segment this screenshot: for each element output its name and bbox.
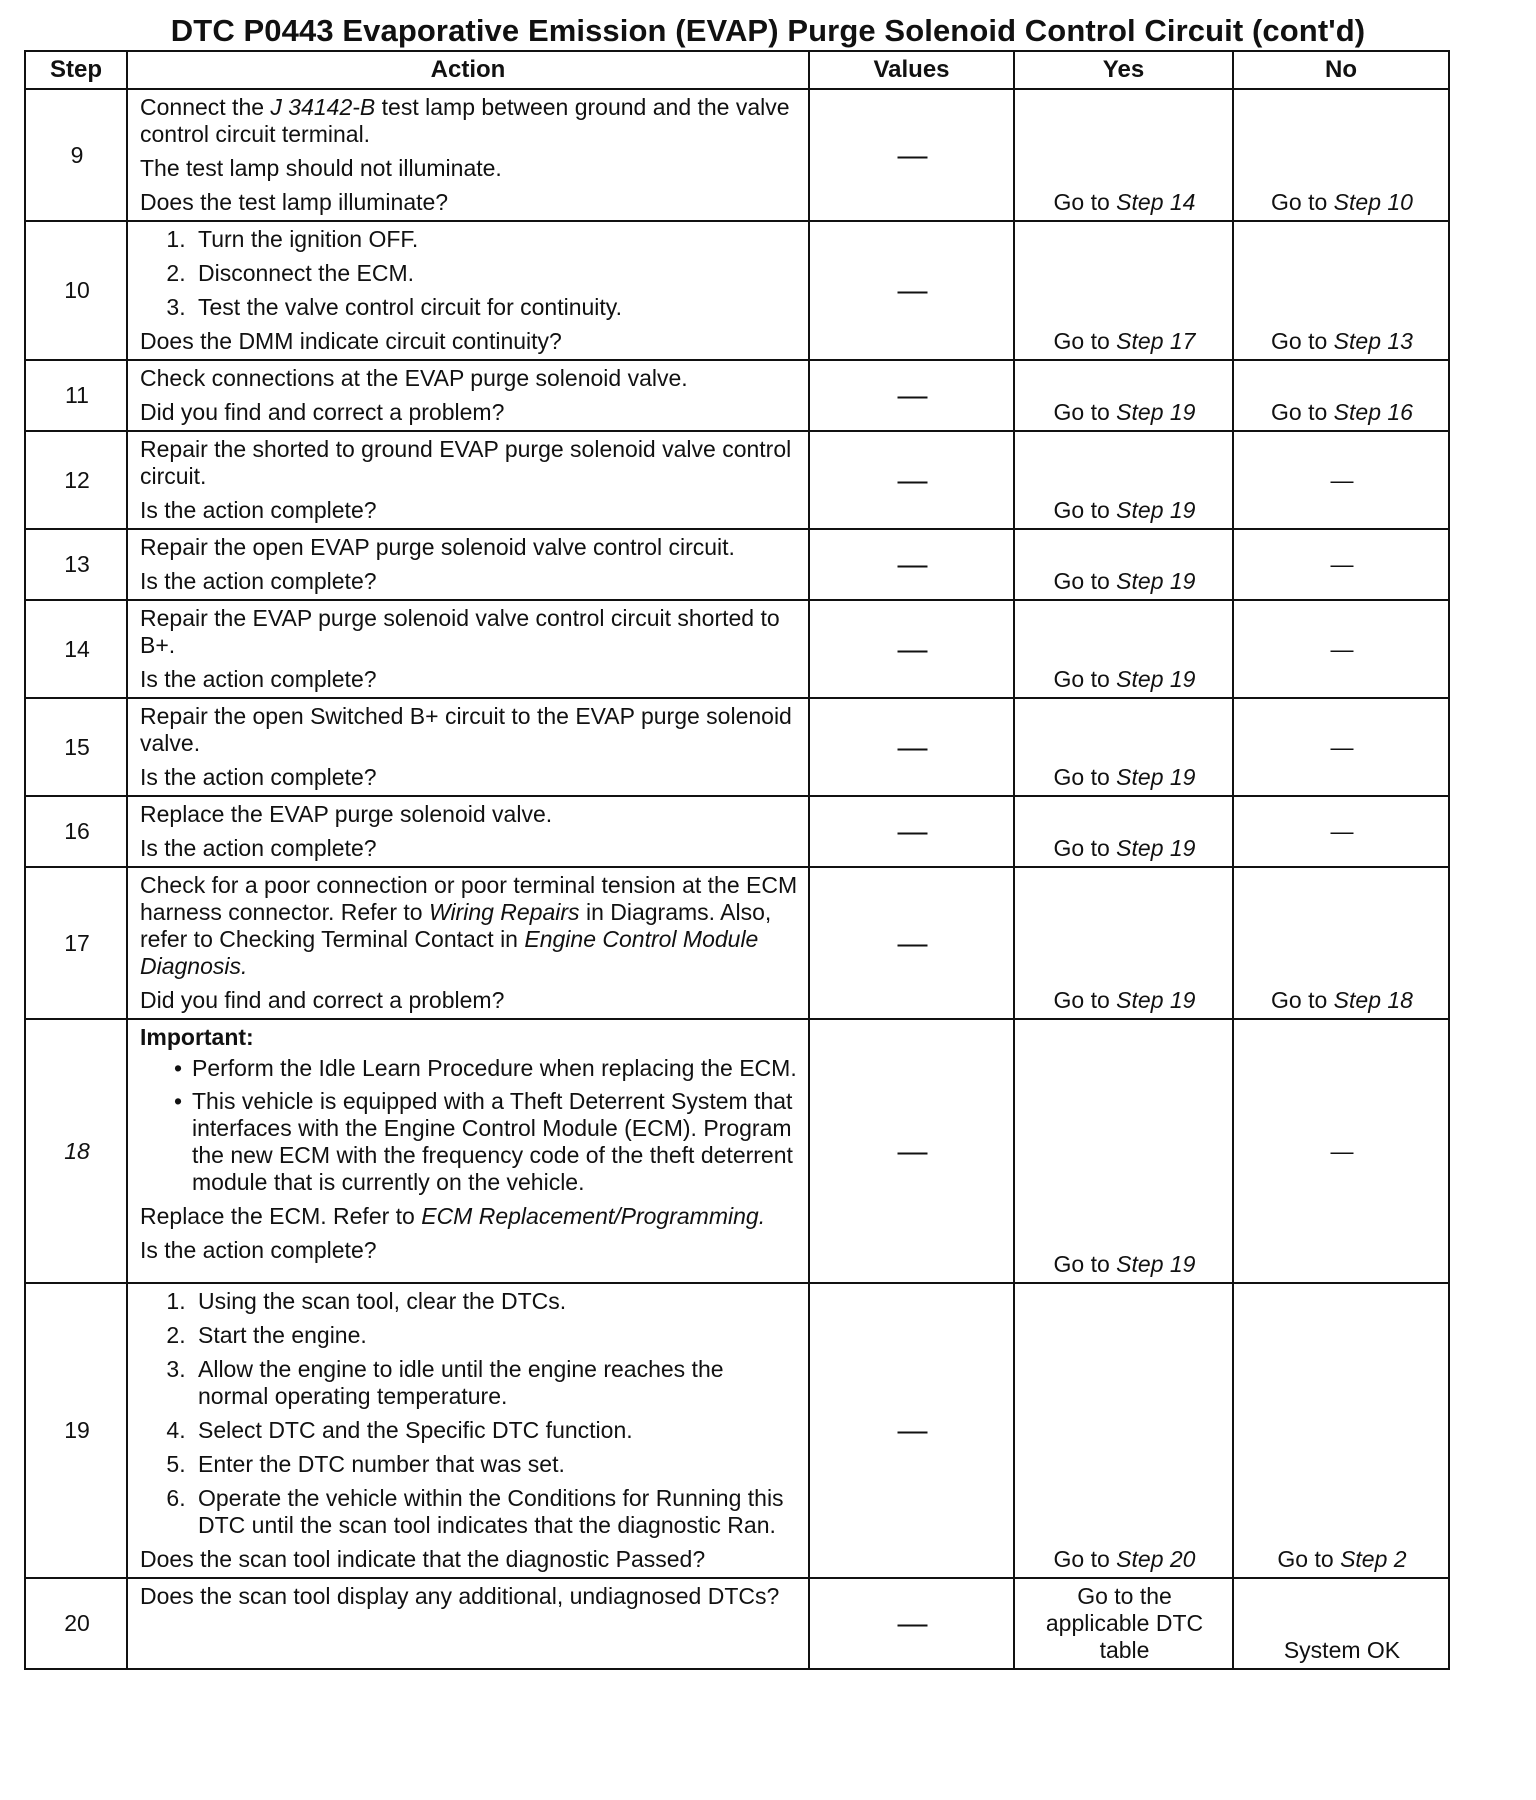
header-no: No [1233, 51, 1449, 89]
text-run: System OK [1283, 1637, 1401, 1663]
reference-text: Step 19 [1116, 764, 1196, 790]
header-step: Step [25, 51, 127, 89]
text-run: Is the action complete? [140, 568, 377, 594]
step-number: 20 [25, 1578, 127, 1669]
reference-text: Step 19 [1116, 568, 1196, 594]
text-run: Go to [1271, 328, 1334, 354]
action-text [140, 436, 798, 490]
action-text [140, 801, 798, 828]
text-run: Does the test lamp illuminate? [140, 189, 449, 215]
text-run: Go to [1053, 568, 1117, 594]
no-cell [1233, 431, 1449, 529]
text-run: Go to [1053, 1546, 1117, 1572]
action-text [140, 568, 798, 595]
text-run: Replace the ECM. Refer to [140, 1203, 422, 1229]
numbered-list [140, 226, 798, 321]
list-item: • Perform the Idle Learn Procedure when replacing the ECM. [174, 1055, 798, 1082]
action-text [140, 764, 798, 791]
values-cell: — [809, 698, 1014, 796]
reference-text: Step 19 [1116, 497, 1196, 523]
action-text [140, 534, 798, 561]
yes-cell [1014, 221, 1233, 360]
step-number: 10 [25, 221, 127, 360]
yes-cell [1014, 867, 1233, 1019]
reference-text: Step 14 [1116, 189, 1196, 215]
step-number: 11 [25, 360, 127, 431]
step-number: 15 [25, 698, 127, 796]
text-run: — [1330, 635, 1354, 662]
yes-cell [1014, 796, 1233, 867]
text-run: Repair the open Switched B+ circuit to the EVAP purge solenoid valve. [140, 703, 792, 756]
reference-text: Step 17 [1116, 328, 1196, 354]
text-run: Go to [1053, 987, 1117, 1013]
values-cell: — [809, 89, 1014, 221]
values-cell: — [809, 360, 1014, 431]
text-run: Is the action complete? [140, 764, 377, 790]
action-cell [127, 1019, 809, 1283]
action-text [140, 987, 798, 1014]
action-cell [127, 221, 809, 360]
action-text [140, 189, 798, 216]
step-number: 17 [25, 867, 127, 1019]
action-text [140, 835, 798, 862]
table-row [25, 221, 1449, 360]
action-text [140, 365, 798, 392]
text-run: Does the DMM indicate circuit continuity? [140, 328, 562, 354]
step-number: 16 [25, 796, 127, 867]
yes-cell [1014, 600, 1233, 698]
action-cell [127, 529, 809, 600]
action-text [140, 497, 798, 524]
table-header-row [25, 51, 1449, 89]
numbered-list [140, 1288, 798, 1539]
text-run: Is the action complete? [140, 666, 377, 692]
step-number: 9 [25, 89, 127, 221]
text-run: test lamp between ground and the valve control circuit terminal. [140, 94, 790, 147]
reference-text: Step 16 [1333, 399, 1413, 425]
text-run: Did you find and correct a problem? [140, 987, 505, 1013]
no-cell [1233, 698, 1449, 796]
no-cell [1233, 360, 1449, 431]
text-run: Check connections at the EVAP purge solenoid valve. [140, 365, 688, 391]
text-run: — [1330, 733, 1354, 760]
values-cell: — [809, 1283, 1014, 1578]
list-item: 1. Using the scan tool, clear the DTCs. [192, 1288, 798, 1315]
table-row [25, 600, 1449, 698]
step-number: 12 [25, 431, 127, 529]
no-cell [1233, 529, 1449, 600]
action-text [140, 328, 798, 355]
action-cell [127, 431, 809, 529]
text-run: The test lamp should not illuminate. [140, 155, 502, 181]
action-text [140, 605, 798, 659]
text-run: — [1330, 551, 1354, 577]
text-run: Repair the EVAP purge solenoid valve control circuit shorted to B+. [140, 605, 780, 658]
yes-cell [1014, 360, 1233, 431]
text-run: Go to [1271, 189, 1334, 215]
values-cell: — [809, 796, 1014, 867]
reference-text: Step 19 [1116, 987, 1196, 1013]
yes-cell [1014, 89, 1233, 221]
list-item: 2. Start the engine. [192, 1322, 798, 1349]
list-item: 4. Select DTC and the Specific DTC function. [192, 1417, 798, 1444]
action-cell [127, 1283, 809, 1578]
list-item: 3. Allow the engine to idle until the engine reaches the normal operating temperature. [192, 1356, 798, 1410]
reference-text: ECM Replacement/Programming. [421, 1203, 766, 1229]
yes-cell [1014, 1283, 1233, 1578]
values-cell: — [809, 600, 1014, 698]
reference-text: Step 19 [1116, 666, 1196, 692]
step-number: 18 [25, 1019, 127, 1283]
reference-text: Engine Control Module Diagnosis. [140, 926, 759, 979]
text-run: Repair the shorted to ground EVAP purge solenoid valve control circuit. [140, 436, 792, 489]
reference-text: Step 19 [1116, 399, 1196, 425]
action-text [140, 155, 798, 182]
reference-text: Step 10 [1333, 189, 1413, 215]
table-row [25, 1283, 1449, 1578]
no-cell [1233, 1019, 1449, 1283]
text-run: — [1330, 818, 1354, 844]
yes-cell [1014, 431, 1233, 529]
step-number: 14 [25, 600, 127, 698]
yes-cell [1014, 1019, 1233, 1283]
table-row [25, 529, 1449, 600]
text-run: Is the action complete? [140, 835, 377, 861]
list-item: 3. Test the valve control circuit for continuity. [192, 294, 798, 321]
text-run: Go to [1053, 328, 1117, 354]
action-text [140, 872, 798, 980]
no-cell [1233, 89, 1449, 221]
text-run: Go to [1053, 666, 1117, 692]
text-run: Repair the open EVAP purge solenoid valve control circuit. [140, 534, 735, 560]
action-cell [127, 867, 809, 1019]
action-cell [127, 1578, 809, 1669]
action-cell [127, 600, 809, 698]
text-run: Go to [1053, 764, 1117, 790]
table-row [25, 1578, 1449, 1669]
diagnostic-table [24, 50, 1450, 1670]
text-run: Go to [1053, 399, 1117, 425]
text-run: Is the action complete? [140, 497, 377, 523]
text-run: Go to the applicable DTC table [1045, 1583, 1204, 1663]
table-row [25, 431, 1449, 529]
list-item: 1. Turn the ignition OFF. [192, 226, 798, 253]
action-text [140, 94, 798, 148]
action-cell [127, 89, 809, 221]
yes-cell [1014, 1578, 1233, 1669]
text-run: Does the scan tool indicate that the diagnostic Passed? [140, 1546, 706, 1572]
table-row [25, 89, 1449, 221]
action-text [140, 1583, 798, 1610]
text-run: Replace the EVAP purge solenoid valve. [140, 801, 553, 827]
no-cell [1233, 867, 1449, 1019]
action-text [140, 1546, 798, 1573]
values-cell: — [809, 1019, 1014, 1283]
reference-text: Wiring Repairs [428, 899, 580, 925]
list-item: 5. Enter the DTC number that was set. [192, 1451, 798, 1478]
text-run: Is the action complete? [140, 1237, 377, 1263]
values-cell: — [809, 221, 1014, 360]
reference-text: Step 13 [1333, 328, 1413, 354]
table-row [25, 698, 1449, 796]
values-cell: — [809, 867, 1014, 1019]
header-yes: Yes [1014, 51, 1233, 89]
action-text [140, 1203, 798, 1230]
header-values: Values [809, 51, 1014, 89]
action-text [140, 1237, 798, 1264]
page-title: DTC P0443 Evaporative Emission (EVAP) Purge Solenoid Control Circuit (cont'd) [170, 13, 1366, 48]
text-run: Go to [1053, 835, 1117, 861]
text-run: Go to [1053, 497, 1117, 523]
important-label: Important: [140, 1024, 254, 1050]
text-run: Does the scan tool display any additional, undiagnosed DTCs? [140, 1583, 780, 1609]
action-text [140, 703, 798, 757]
text-run: Go to [1271, 399, 1334, 425]
step-number: 19 [25, 1283, 127, 1578]
values-cell: — [809, 431, 1014, 529]
reference-text: Step 2 [1340, 1546, 1407, 1572]
bullet-list [140, 1055, 798, 1196]
yes-cell [1014, 529, 1233, 600]
action-cell [127, 796, 809, 867]
text-run: Go to [1277, 1546, 1341, 1572]
yes-cell [1014, 698, 1233, 796]
no-cell [1233, 1578, 1449, 1669]
list-item: 6. Operate the vehicle within the Conditions for Running this DTC until the scan tool indicates that the diagnostic Ran. [192, 1485, 798, 1539]
reference-text: Step 18 [1333, 987, 1413, 1013]
table-row [25, 867, 1449, 1019]
action-text [140, 399, 798, 426]
no-cell [1233, 221, 1449, 360]
reference-text: Step 19 [1116, 835, 1196, 861]
table-row [25, 360, 1449, 431]
table-body [25, 89, 1449, 1669]
action-cell [127, 698, 809, 796]
header-action: Action [127, 51, 809, 89]
action-text [140, 666, 798, 693]
text-run: — [1330, 466, 1354, 493]
no-cell [1233, 600, 1449, 698]
text-run: in Diagrams. Also, refer to Checking Terminal Contact in [140, 899, 772, 952]
table-row [25, 796, 1449, 867]
text-run: Go to [1271, 987, 1334, 1013]
reference-text: Step 19 [1116, 1251, 1196, 1277]
no-cell [1233, 1283, 1449, 1578]
step-number: 13 [25, 529, 127, 600]
reference-text: J 34142-B [270, 94, 376, 120]
values-cell: — [809, 1578, 1014, 1669]
list-item: • This vehicle is equipped with a Theft Deterrent System that interfaces with the Engine Control Module (ECM). Program the new ECM with the frequency code of the theft deterrent module that is currently on the vehicle. [174, 1088, 798, 1196]
text-run: Go to [1053, 1251, 1117, 1277]
text-run: Go to [1053, 189, 1117, 215]
list-item: 2. Disconnect the ECM. [192, 260, 798, 287]
text-run: Connect the [140, 94, 271, 120]
values-cell: — [809, 529, 1014, 600]
reference-text: Step 20 [1116, 1546, 1196, 1572]
text-run: Check for a poor connection or poor terminal tension at the ECM harness connector. Refer to [140, 872, 798, 925]
text-run: — [1330, 1137, 1354, 1164]
no-cell [1233, 796, 1449, 867]
action-cell [127, 360, 809, 431]
table-row [25, 1019, 1449, 1283]
text-run: Did you find and correct a problem? [140, 399, 505, 425]
